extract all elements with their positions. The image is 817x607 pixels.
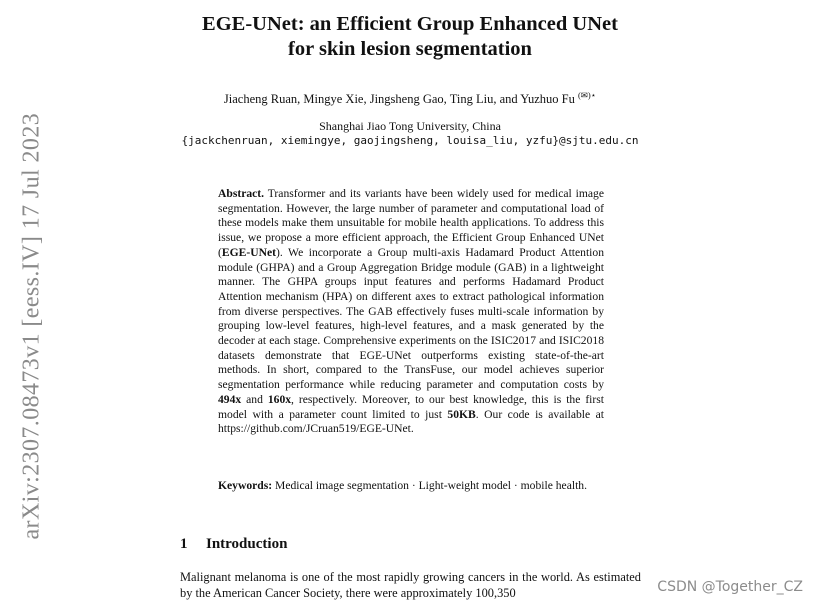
abstract-bold-model: EGE-UNet — [221, 245, 276, 259]
paper-title — [140, 12, 680, 62]
arxiv-stamp: arXiv:2307.08473v1 [eess.IV] 17 Jul 2023 — [18, 112, 45, 540]
section-heading-introduction — [180, 536, 287, 553]
introduction-paragraph: Malignant melanoma is one of the most rapidly growing cancers in the world. As estimated by the American Cancer Society, there were approximately 100,350 — [180, 570, 641, 600]
abstract-bold-size: 50KB — [447, 407, 476, 421]
author-emails: {jackchenruan, xiemingye, gaojingsheng, louisa_liu, yzfu}@sjtu.edu.cn — [181, 134, 639, 147]
abstract-bold-param: 494x — [218, 392, 242, 406]
abstract-bold-compute: 160x — [267, 392, 292, 406]
abstract-text-1: Transformer and its variants have been widely used for medical image segmentation. However, the large number of parameter and computational load of these models make them unsuitable for mobile health applications. To address this issue, we propose a more efficient approach, the Efficient Group Enhanced UNet ( — [218, 187, 604, 259]
title-line-2: for skin lesion segmentation — [288, 38, 532, 60]
keywords-label: Keywords: — [218, 479, 273, 492]
author-list — [120, 90, 700, 107]
abstract-text-3: and — [241, 392, 268, 406]
abstract-text-2: ). We incorporate a Group multi-axis Hadamard Product Attention module (GHPA) and a Group Aggregation Bridge module (GAB) in a lightweight manner. The GHPA groups input features and performs Hadamard Product Attention mechanism (HPA) on different axes to extract pathological information from diverse perspectives. The GAB effectively fuses multi-scale information by grouping low-level features, high-level features, and a mask generated by the decoder at each stage. Comprehensive experiments on the ISIC2017 and ISIC2018 datasets demonstrate that EGE-UNet outperforms existing state-of-the-art methods. In short, compared to the TransFuse, our model achieves superior segmentation performance while reducing parameter and computation costs by — [218, 245, 604, 392]
keywords — [218, 479, 604, 494]
keywords-text: Medical image segmentation · Light-weight model · mobile health. — [272, 479, 587, 492]
abstract — [218, 187, 604, 437]
abstract-label: Abstract. — [218, 187, 265, 200]
affiliation: Shanghai Jiao Tong University, China — [319, 119, 501, 133]
section-number: 1 — [180, 536, 188, 552]
corresponding-mark: (✉)⋆ — [577, 90, 597, 100]
title-line-1: EGE-UNet: an Efficient Group Enhanced UNet — [202, 13, 618, 35]
section-title: Introduction — [206, 536, 288, 552]
author-names: Jiacheng Ruan, Mingye Xie, Jingsheng Gao, Ting Liu, and Yuzhuo Fu — [223, 92, 575, 107]
abstract-text-5: . Our code is available at https://github.com/JCruan519/EGE-UNet. — [218, 407, 604, 436]
abstract-text-4: , respectively. Moreover, to our best knowledge, this is the first model with a parameter count limited to just — [218, 392, 604, 421]
csdn-watermark: CSDN @Together_CZ — [653, 579, 803, 595]
